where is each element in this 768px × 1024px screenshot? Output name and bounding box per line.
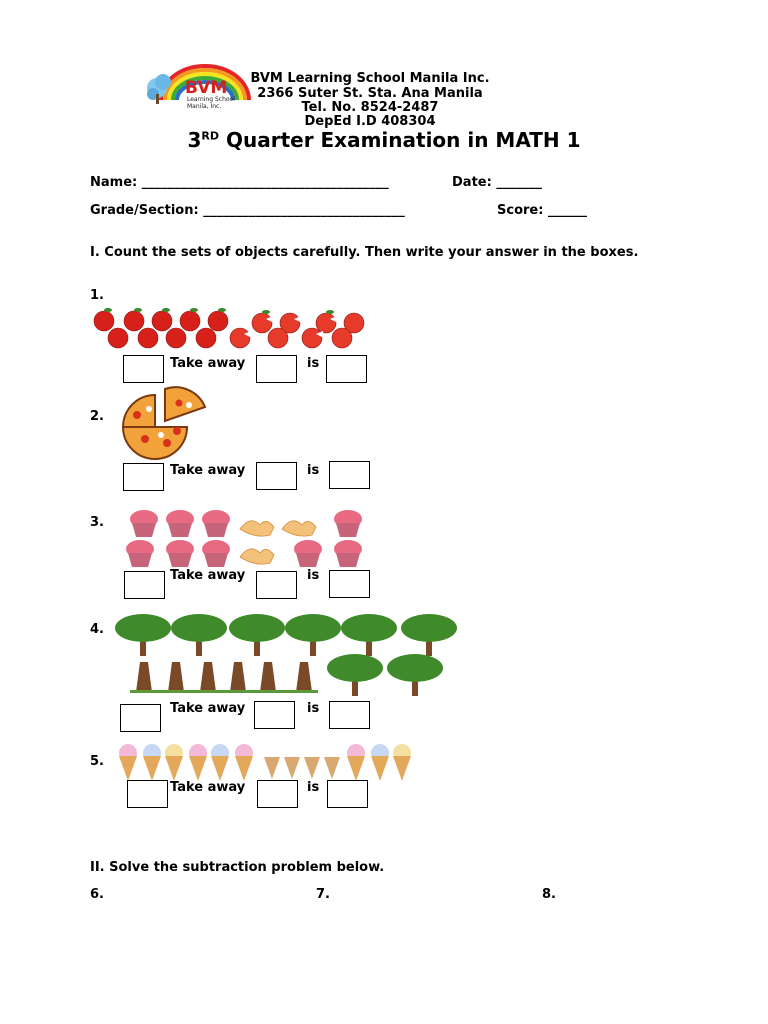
section1-instruction: I. Count the sets of objects carefully. Then write your answer in the boxes. bbox=[90, 245, 639, 260]
answer-box-3a[interactable] bbox=[124, 571, 165, 599]
answer-box-4b[interactable] bbox=[254, 701, 295, 729]
cupcake-icon bbox=[122, 507, 372, 569]
take-away-label: Take away bbox=[170, 356, 246, 371]
logo-text: BVM bbox=[185, 78, 228, 98]
answer-box-2a[interactable] bbox=[123, 463, 164, 491]
is-label: is bbox=[307, 780, 320, 795]
page-title: 3RD Quarter Examination in MATH 1 bbox=[187, 128, 581, 152]
take-away-label: Take away bbox=[170, 463, 246, 478]
school-tel: Tel. No. 8524-2487 bbox=[301, 100, 439, 115]
answer-box-5c[interactable] bbox=[327, 780, 368, 808]
item-3-number: 3. bbox=[90, 515, 104, 530]
school-address: 2366 Suter St. Sta. Ana Manila bbox=[257, 86, 483, 101]
answer-box-5b[interactable] bbox=[257, 780, 298, 808]
problem-6-number: 6. bbox=[90, 887, 104, 902]
answer-box-4c[interactable] bbox=[329, 701, 370, 729]
problem-8-number: 8. bbox=[542, 887, 556, 902]
item-5-number: 5. bbox=[90, 754, 104, 769]
deped-id: DepEd I.D 408304 bbox=[304, 114, 436, 129]
answer-box-3b[interactable] bbox=[256, 571, 297, 599]
answer-box-1c[interactable] bbox=[326, 355, 367, 383]
grade-section-field[interactable]: Grade/Section: _______________________________ bbox=[90, 203, 405, 218]
apple-icon bbox=[90, 305, 370, 350]
answer-box-3c[interactable] bbox=[329, 570, 370, 598]
answer-box-1a[interactable] bbox=[123, 355, 164, 383]
section2-instruction: II. Solve the subtraction problem below. bbox=[90, 860, 385, 875]
answer-box-2b[interactable] bbox=[256, 462, 297, 490]
answer-box-5a[interactable] bbox=[127, 780, 168, 808]
name-field[interactable]: Name: ______________________________________ bbox=[90, 175, 389, 190]
item-4-number: 4. bbox=[90, 622, 104, 637]
date-field[interactable]: Date: _______ bbox=[452, 175, 542, 190]
is-label: is bbox=[307, 463, 320, 478]
ice-cream-icon bbox=[116, 743, 416, 785]
pizza-icon bbox=[115, 385, 210, 465]
answer-box-4a[interactable] bbox=[120, 704, 161, 732]
take-away-label: Take away bbox=[170, 701, 246, 716]
take-away-label: Take away bbox=[170, 568, 246, 583]
tree-icon bbox=[112, 612, 462, 700]
is-label: is bbox=[307, 701, 320, 716]
school-name: BVM Learning School Manila Inc. bbox=[250, 71, 490, 86]
score-field[interactable]: Score: ______ bbox=[497, 203, 587, 218]
answer-box-2c[interactable] bbox=[329, 461, 370, 489]
is-label: is bbox=[307, 568, 320, 583]
item-1-number: 1. bbox=[90, 288, 104, 303]
item-2-number: 2. bbox=[90, 409, 104, 424]
answer-box-1b[interactable] bbox=[256, 355, 297, 383]
take-away-label: Take away bbox=[170, 780, 246, 795]
problem-7-number: 7. bbox=[316, 887, 330, 902]
is-label: is bbox=[307, 356, 320, 371]
logo-subtext: Learning School Manila, Inc. bbox=[187, 96, 235, 110]
